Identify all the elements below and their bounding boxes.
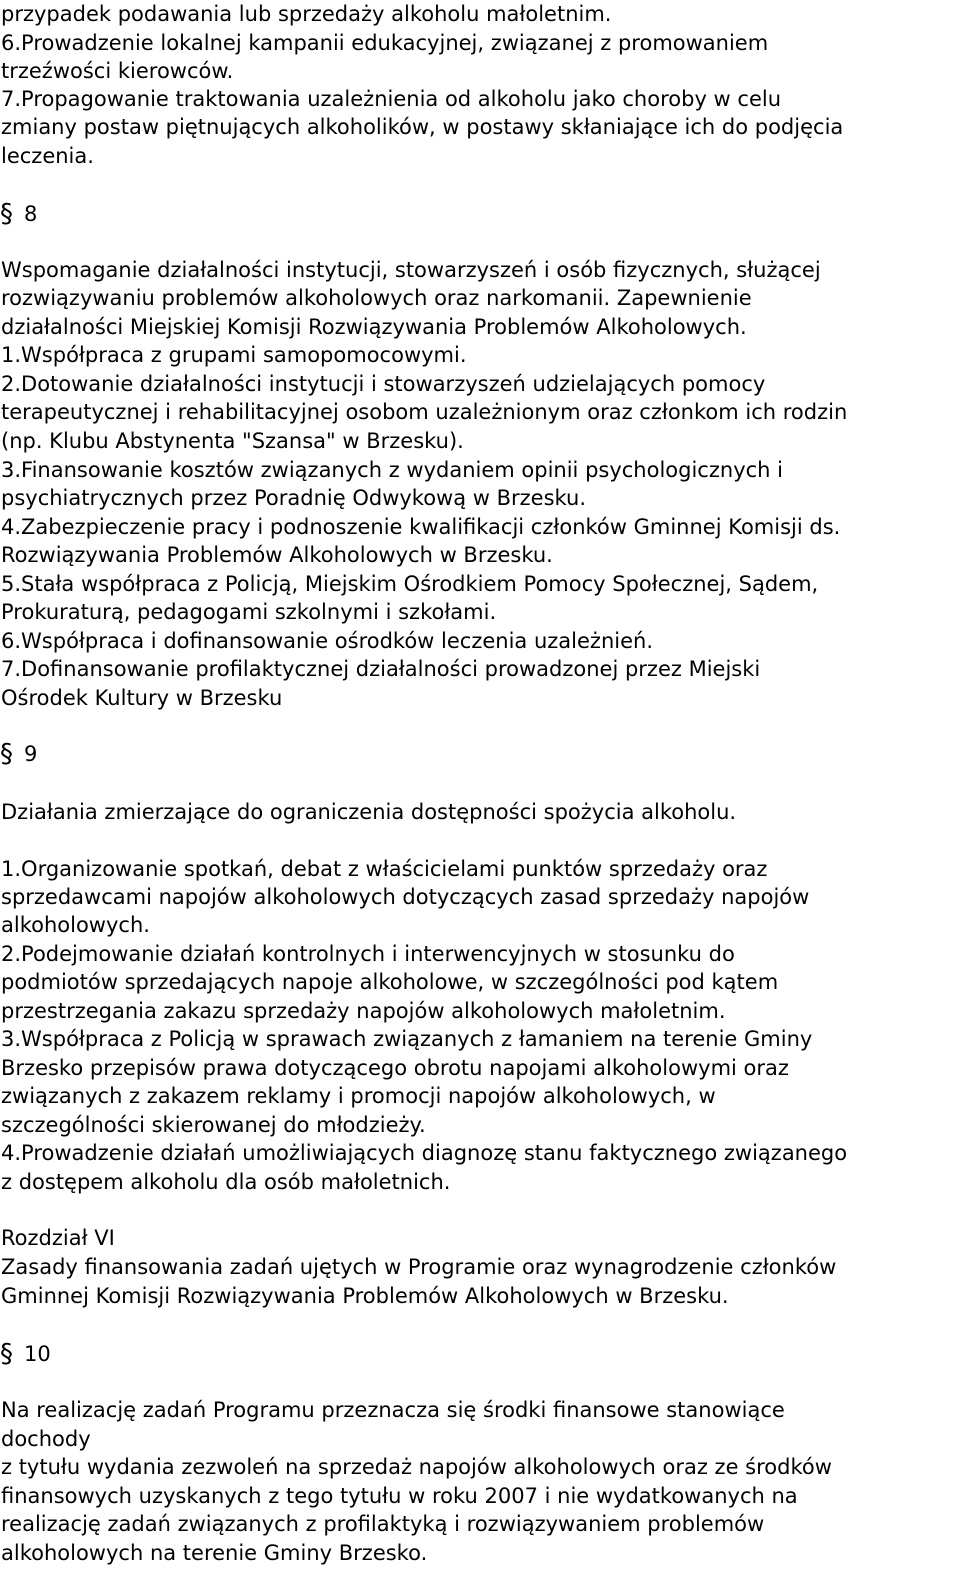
text-line: sprzedawcami napojów alkoholowych dotyczących zasad sprzedaży napojów [1,885,810,909]
section-number: 10 [24,1342,51,1366]
text-line: 3.Współpraca z Policją w sprawach związanych z łamaniem na terenie Gminy [1,1027,813,1051]
text-line: finansowych uzyskanych z tego tytułu w roku 2007 i nie wydatkowanych na [1,1484,798,1508]
section-symbol: § [0,1339,13,1369]
text-line: psychiatrycznych przez Poradnię Odwykową w Brzesku. [1,486,587,510]
text-line: z tytułu wydania zezwoleń na sprzedaż napojów alkoholowych oraz ze środków [1,1455,832,1479]
text-line: alkoholowych na terenie Gminy Brzesko. [1,1541,428,1565]
text-line: rozwiązywaniu problemów alkoholowych oraz narkomanii. Zapewnienie [1,286,752,310]
text-line: przypadek podawania lub sprzedaży alkoholu małoletnim. [1,2,612,26]
text-line: Ośrodek Kultury w Brzesku [1,686,283,710]
text-line: alkoholowych. [1,913,150,937]
text-line: leczenia. [1,144,94,168]
text-line: związanych z zakazem reklamy i promocji napojów alkoholowych, w [1,1084,716,1108]
text-line: Wspomaganie działalności instytucji, stowarzyszeń i osób fizycznych, służącej [1,258,821,282]
text-line: 4.Zabezpieczenie pracy i podnoszenie kwalifikacji członków Gminnej Komisji ds. [1,515,841,539]
section-symbol: § [0,739,13,769]
text-line: z dostępem alkoholu dla osób małoletnich. [1,1170,451,1194]
text-line: Gminnej Komisji Rozwiązywania Problemów Alkoholowych w Brzesku. [1,1284,729,1308]
text-line: 1.Współpraca z grupami samopomocowymi. [1,343,467,367]
text-line: realizację zadań związanych z profilaktyką i rozwiązywaniem problemów [1,1512,765,1536]
text-line: terapeutycznej i rehabilitacyjnej osobom uzależnionym oraz członkom ich rodzin [1,400,848,424]
text-line: 7.Dofinansowanie profilaktycznej działalności prowadzonej przez Miejski [1,657,761,681]
text-line: 7.Propagowanie traktowania uzależnienia od alkoholu jako choroby w celu [1,87,782,111]
text-line: szczególności skierowanej do młodzieży. [1,1113,426,1137]
text-line: 6.Współpraca i dofinansowanie ośrodków leczenia uzależnień. [1,629,653,653]
text-line: Rozwiązywania Problemów Alkoholowych w Brzesku. [1,543,553,567]
text-line: (np. Klubu Abstynenta "Szansa" w Brzesku). [1,429,464,453]
text-line: 1.Organizowanie spotkań, debat z właścicielami punktów sprzedaży oraz [1,857,768,881]
text-line: 4.Prowadzenie działań umożliwiających diagnozę stanu faktycznego związanego [1,1141,848,1165]
text-line: 2.Dotowanie działalności instytucji i stowarzyszeń udzielających pomocy [1,372,766,396]
text-line: zmiany postaw piętnujących alkoholików, w postawy skłaniające ich do podjęcia [1,115,844,139]
section-number: 9 [24,742,38,766]
text-line: dochody [1,1427,91,1451]
text-line: Prokuraturą, pedagogami szkolnymi i szkołami. [1,600,497,624]
text-line: Brzesko przepisów prawa dotyczącego obrotu napojami alkoholowymi oraz [1,1056,789,1080]
text-line: trzeźwości kierowców. [1,59,234,83]
text-line: 6.Prowadzenie lokalnej kampanii edukacyjnej, związanej z promowaniem [1,31,769,55]
text-line: 3.Finansowanie kosztów związanych z wydaniem opinii psychologicznych i [1,458,783,482]
text-line: przestrzegania zakazu sprzedaży napojów alkoholowych małoletnim. [1,999,726,1023]
section-symbol: § [0,199,13,229]
text-line: działalności Miejskiej Komisji Rozwiązywania Problemów Alkoholowych. [1,315,747,339]
text-line: podmiotów sprzedających napoje alkoholowe, w szczególności pod kątem [1,970,779,994]
text-line: Działania zmierzające do ograniczenia dostępności spożycia alkoholu. [1,800,737,824]
section-number: 8 [24,202,38,226]
text-line: 2.Podejmowanie działań kontrolnych i interwencyjnych w stosunku do [1,942,735,966]
text-line: Na realizację zadań Programu przeznacza się środki finansowe stanowiące [1,1398,785,1422]
text-line: Zasady finansowania zadań ujętych w Programie oraz wynagrodzenie członków [1,1255,837,1279]
text-line: 5.Stała współpraca z Policją, Miejskim Ośrodkiem Pomocy Społecznej, Sądem, [1,572,819,596]
chapter-heading: Rozdział VI [1,1226,115,1250]
